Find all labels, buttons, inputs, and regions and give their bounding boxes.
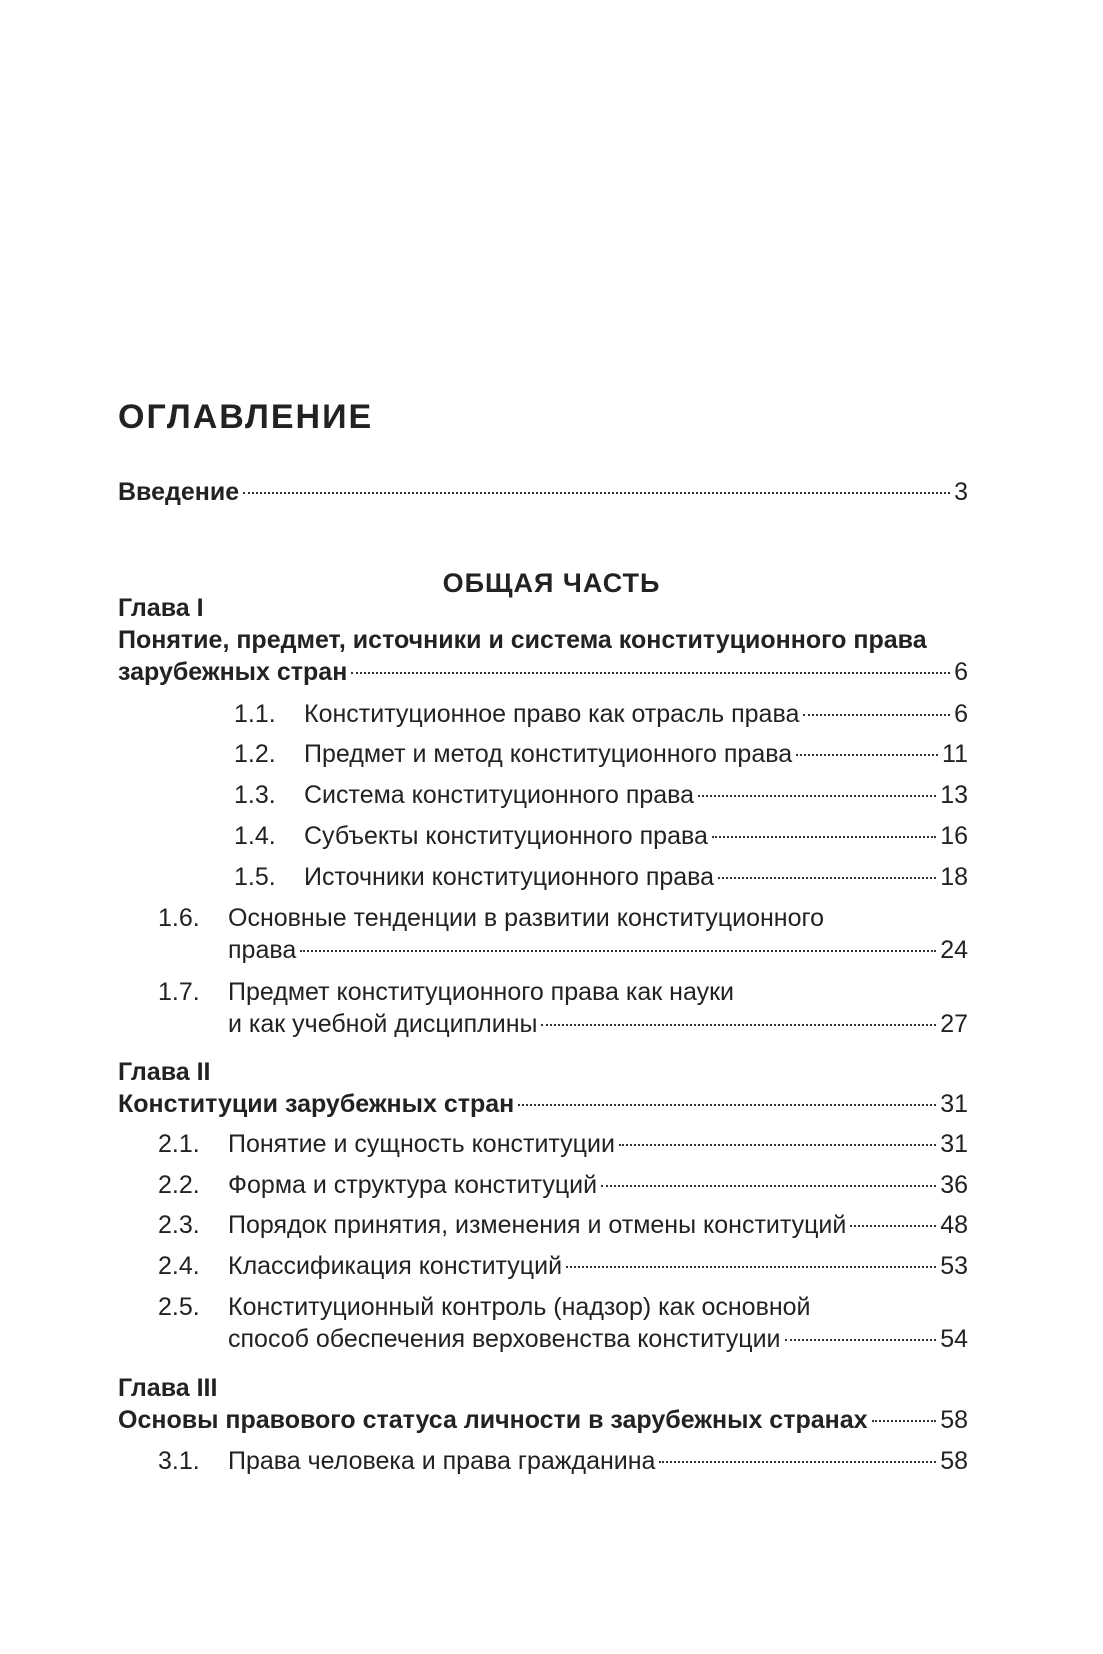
toc-entry-2-1[interactable]: [158, 1126, 968, 1162]
toc-entry-chapter-2[interactable]: [118, 1086, 968, 1122]
toc-page-number: 58: [940, 1406, 968, 1434]
section-title: Классификация конституций: [228, 1252, 563, 1280]
chapter-label: Глава II: [118, 1058, 211, 1086]
dot-leader: [351, 672, 950, 674]
dot-leader: [718, 877, 936, 879]
toc-entry-2-4[interactable]: [158, 1248, 968, 1284]
toc-entry-2-3[interactable]: [158, 1207, 968, 1243]
section-title-cont: способ обеспечения верховенства конституции: [228, 1325, 781, 1353]
section-number: 2.3.: [158, 1211, 200, 1239]
chapter-title[interactable]: Понятие, предмет, источники и система конституционного права: [118, 626, 927, 654]
dot-leader: [541, 1024, 936, 1026]
dot-leader: [850, 1225, 936, 1227]
section-number: 2.4.: [158, 1252, 200, 1280]
section-number: 1.3.: [234, 781, 276, 809]
toc-entry-1-2[interactable]: [234, 736, 968, 772]
toc-page-number: 11: [942, 740, 968, 768]
chapter-label: Глава I: [118, 594, 204, 622]
chapter-title: Конституции зарубежных стран: [118, 1090, 515, 1118]
toc-entry-2-2[interactable]: [158, 1167, 968, 1203]
section-number: 1.1.: [234, 700, 276, 728]
dot-leader: [518, 1104, 936, 1106]
dot-leader: [803, 714, 950, 716]
section-number: 1.7.: [158, 978, 200, 1006]
section-number: 1.5.: [234, 863, 276, 891]
toc-entry-1-5[interactable]: [234, 859, 968, 895]
toc-page-number: 54: [940, 1325, 968, 1353]
dot-leader: [601, 1185, 936, 1187]
toc-entry-label: Введение: [118, 478, 240, 506]
section-title[interactable]: Основные тенденции в развитии конституционного: [228, 904, 824, 932]
section-number: 2.5.: [158, 1293, 200, 1321]
page-title: ОГЛАВЛЕНИЕ: [118, 398, 374, 436]
section-title-cont: права: [228, 936, 297, 964]
dot-leader: [785, 1339, 937, 1341]
section-title: Предмет и метод конституционного права: [304, 740, 793, 768]
section-number: 1.4.: [234, 822, 276, 850]
dot-leader: [698, 795, 936, 797]
dot-leader: [243, 492, 950, 494]
toc-entry-1-7[interactable]: [228, 1006, 968, 1042]
section-title: Субъекты конституционного права: [304, 822, 708, 850]
toc-entry-1-6[interactable]: [228, 932, 968, 968]
section-title[interactable]: Предмет конституционного права как науки: [228, 978, 734, 1006]
toc-page-number: 53: [940, 1252, 968, 1280]
chapter-title: зарубежных стран: [118, 658, 348, 686]
dot-leader: [300, 950, 936, 952]
section-title: Система конституционного права: [304, 781, 695, 809]
toc-entry-chapter-3[interactable]: [118, 1402, 968, 1438]
toc-page-number: 13: [940, 781, 968, 809]
section-number: 2.2.: [158, 1171, 200, 1199]
section-number: 3.1.: [158, 1447, 200, 1475]
part-heading: ОБЩАЯ ЧАСТЬ: [442, 568, 661, 598]
toc-entry-2-5[interactable]: [228, 1321, 968, 1357]
toc-page-number: 31: [940, 1090, 968, 1118]
chapter-label: Глава III: [118, 1374, 218, 1402]
dot-leader: [796, 754, 938, 756]
toc-entry-3-1[interactable]: [158, 1443, 968, 1479]
toc-page-number: 58: [940, 1447, 968, 1475]
toc-entry-chapter-1[interactable]: [118, 654, 968, 690]
dot-leader: [659, 1461, 936, 1463]
section-title: Форма и структура конституций: [228, 1171, 598, 1199]
dot-leader: [872, 1420, 937, 1422]
toc-page-number: 6: [954, 658, 968, 686]
section-title-cont: и как учебной дисциплины: [228, 1010, 538, 1038]
toc-page-number: 18: [940, 863, 968, 891]
section-title: Права человека и права гражданина: [228, 1447, 656, 1475]
dot-leader: [619, 1144, 936, 1146]
section-title: Конституционное право как отрасль права: [304, 700, 800, 728]
toc-entry-1-1[interactable]: [234, 696, 968, 732]
section-title[interactable]: Конституционный контроль (надзор) как основной: [228, 1293, 811, 1321]
section-number: 1.2.: [234, 740, 276, 768]
section-title: Понятие и сущность конституции: [228, 1130, 615, 1158]
section-number: 1.6.: [158, 904, 200, 932]
toc-page-number: 36: [940, 1171, 968, 1199]
chapter-title: Основы правового статуса личности в зарубежных странах: [118, 1406, 868, 1434]
toc-page-number: 31: [940, 1130, 968, 1158]
toc-page-number: 24: [940, 936, 968, 964]
section-title: Источники конституционного права: [304, 863, 715, 891]
section-title: Порядок принятия, изменения и отмены конституций: [228, 1211, 847, 1239]
toc-page-number: 48: [940, 1211, 968, 1239]
dot-leader: [566, 1266, 936, 1268]
section-number: 2.1.: [158, 1130, 200, 1158]
toc-page-number: 6: [954, 700, 968, 728]
toc-entry-1-3[interactable]: [234, 777, 968, 813]
toc-entry-intro[interactable]: [118, 474, 968, 510]
toc-page-number: 27: [940, 1010, 968, 1038]
toc-entry-1-4[interactable]: [234, 818, 968, 854]
toc-page-number: 16: [940, 822, 968, 850]
dot-leader: [712, 836, 936, 838]
toc-page-number: 3: [954, 478, 968, 506]
